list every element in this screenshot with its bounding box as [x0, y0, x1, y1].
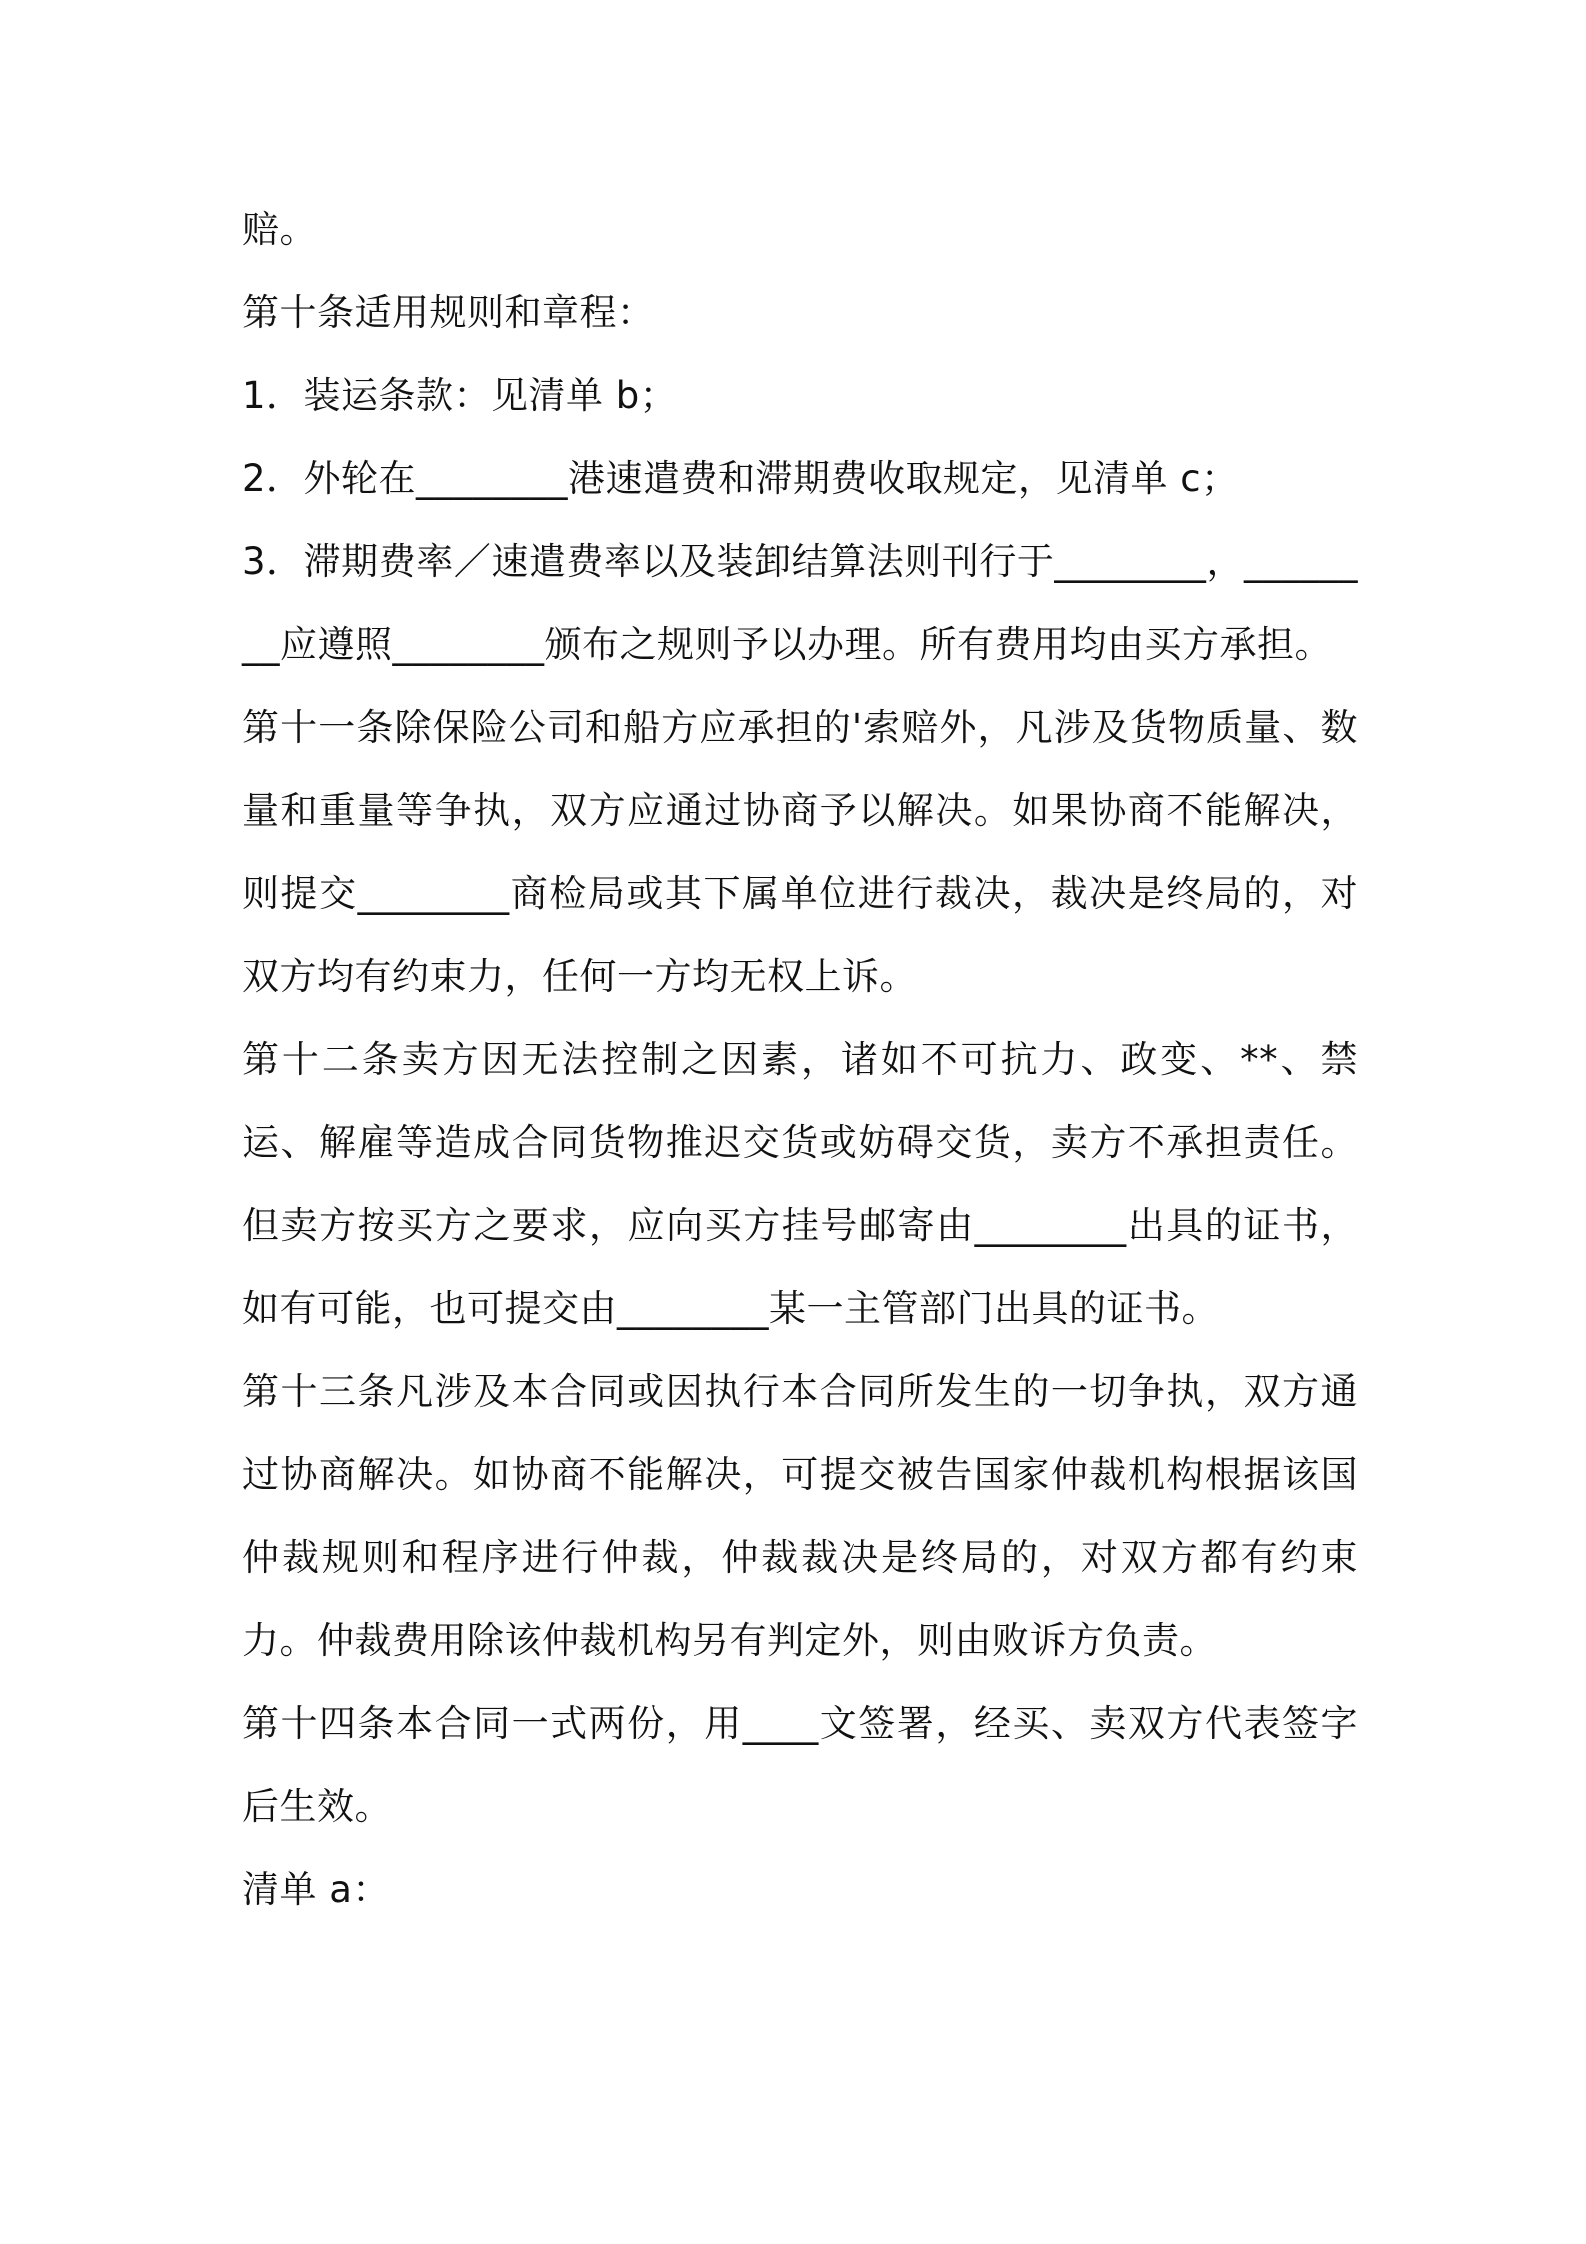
- article-10-item-1: 1．装运条款：见清单 b；: [242, 374, 678, 417]
- article-14: 第十四条本合同一式两份，用____文签署，经买、卖双方代表签字后生效。: [242, 1702, 1358, 1828]
- list-a-heading: 清单 a：: [242, 1868, 390, 1911]
- article-10-item-3: 3．滞期费率／速遣费率以及装卸结算法则刊行于________，________应遵照________颁布之规则予以办理。所有费用均由买方承担。: [242, 540, 1358, 666]
- article-10-item-2: 2．外轮在________港速遣费和滞期费收取规定，见清单 c；: [242, 457, 1239, 500]
- article-13: 第十三条凡涉及本合同或因执行本合同所发生的一切争执，双方通过协商解决。如协商不能解决，可提交被告国家仲裁机构根据该国仲裁规则和程序进行仲裁，仲裁裁决是终局的，对双方都有约束力。仲裁费用除该仲裁机构另有判定外，则由败诉方负责。: [242, 1370, 1358, 1662]
- article-10-heading: 第十条适用规则和章程：: [242, 291, 655, 334]
- article-12: 第十二条卖方因无法控制之因素，诸如不可抗力、政变、**、禁运、解雇等造成合同货物推迟交货或妨碍交货，卖方不承担责任。但卖方按买方之要求，应向买方挂号邮寄由________出具的证书，如有可能，也可提交由________某一主管部门出具的证书。: [242, 1038, 1358, 1330]
- paragraph-continuation: 赔。: [242, 208, 317, 251]
- article-11: 第十一条除保险公司和船方应承担的'索赔外，凡涉及货物质量、数量和重量等争执，双方应通过协商予以解决。如果协商不能解决，则提交________商检局或其下属单位进行裁决，裁决是终局的，对双方均有约束力，任何一方均无权上诉。: [242, 706, 1358, 998]
- document-body: [242, 188, 1358, 1931]
